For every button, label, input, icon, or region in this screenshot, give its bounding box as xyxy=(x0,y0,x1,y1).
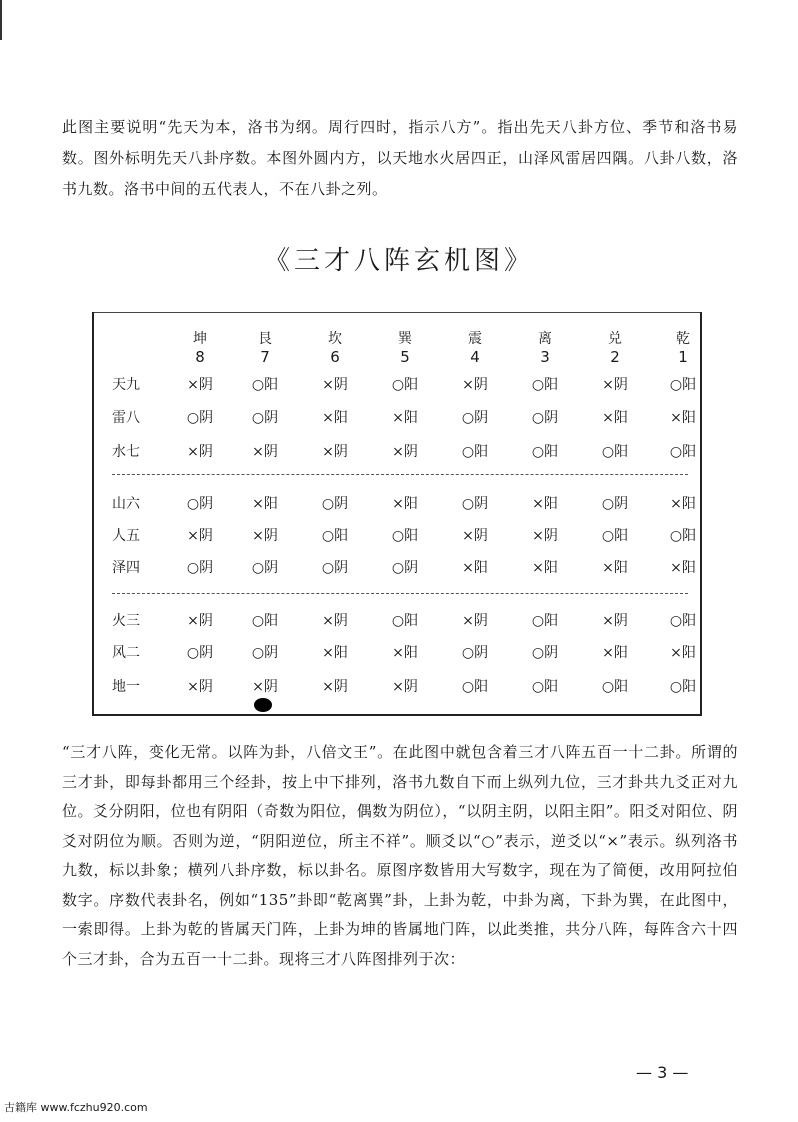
trigram-number: 6 xyxy=(330,348,340,366)
table-cell: ○阳 xyxy=(391,377,419,393)
row-label: 地一 xyxy=(112,679,140,695)
table-cell: ×阳 xyxy=(670,560,696,576)
table-cell: ○阳 xyxy=(669,528,697,544)
table-cell: ○阳 xyxy=(601,444,629,460)
column-header xyxy=(445,330,505,366)
table-cell: ○阴 xyxy=(531,645,559,661)
row-label: 火三 xyxy=(112,613,140,629)
table-cell: ○阴 xyxy=(251,560,279,576)
table-cell: ×阴 xyxy=(187,377,213,393)
table-cell: ×阳 xyxy=(322,645,348,661)
table-cell: ○阳 xyxy=(601,528,629,544)
trigram-name: 艮 xyxy=(258,331,272,347)
trigram-name: 离 xyxy=(538,331,552,347)
row-label: 风二 xyxy=(112,645,140,661)
column-header xyxy=(170,330,230,366)
table-cell: ×阴 xyxy=(462,528,488,544)
table-cell: ×阴 xyxy=(252,528,278,544)
table-cell: ×阴 xyxy=(322,444,348,460)
table-cell: ×阳 xyxy=(462,560,488,576)
trigram-name: 坤 xyxy=(193,331,207,347)
row-label: 山六 xyxy=(112,496,140,512)
table-cell: ○阳 xyxy=(669,679,697,695)
table-cell: ○阳 xyxy=(461,444,489,460)
table-cell: ○阳 xyxy=(669,377,697,393)
table-cell: ○阳 xyxy=(251,377,279,393)
trigram-number: 2 xyxy=(610,348,620,366)
column-header xyxy=(653,330,713,366)
table-cell: ×阳 xyxy=(670,645,696,661)
trigram-name: 兑 xyxy=(608,331,622,347)
table-cell: ×阴 xyxy=(532,528,558,544)
row-label: 水七 xyxy=(112,444,140,460)
table-cell: ○阳 xyxy=(531,377,559,393)
table-cell: ×阳 xyxy=(392,410,418,426)
table-cell: ○阴 xyxy=(461,645,489,661)
table-cell: ×阴 xyxy=(322,613,348,629)
row-label: 人五 xyxy=(112,528,140,544)
table-cell: ×阴 xyxy=(462,613,488,629)
table-cell: ×阳 xyxy=(392,496,418,512)
table-cell: ×阴 xyxy=(392,679,418,695)
table-cell: ○阳 xyxy=(251,613,279,629)
table-cell: ○阴 xyxy=(321,496,349,512)
table-cell: ○阴 xyxy=(186,496,214,512)
intro-paragraph: 此图主要说明“先天为本，洛书为纲。周行四时，指示八方”。指出先天八卦方位、季节和洛书易数。图外标明先天八卦序数。本图外圆内方，以天地水火居四正，山泽风雷居四隅。八卦八数，洛书九数。洛书中间的五代表人，不在八卦之列。 xyxy=(62,118,738,198)
column-header xyxy=(375,330,435,366)
group-separator xyxy=(112,593,688,594)
table-cell: ○阳 xyxy=(321,528,349,544)
table-cell: ○阴 xyxy=(186,560,214,576)
table-cell: ×阴 xyxy=(602,377,628,393)
trigram-number: 8 xyxy=(195,348,205,366)
row-label: 雷八 xyxy=(112,410,140,426)
table-cell: ×阴 xyxy=(602,613,628,629)
table-cell: ×阳 xyxy=(670,496,696,512)
table-cell: ×阴 xyxy=(187,444,213,460)
table-cell: ×阳 xyxy=(670,410,696,426)
table-cell: ○阴 xyxy=(391,560,419,576)
table-cell: ×阴 xyxy=(392,444,418,460)
column-header xyxy=(585,330,645,366)
table-cell: ×阳 xyxy=(252,496,278,512)
table-cell: ○阳 xyxy=(531,679,559,695)
table-cell: ○阴 xyxy=(251,410,279,426)
table-cell: ×阴 xyxy=(187,528,213,544)
trigram-number: 1 xyxy=(678,348,688,366)
row-label: 泽四 xyxy=(112,560,140,576)
trigram-number: 5 xyxy=(400,348,410,366)
table-cell: ×阴 xyxy=(462,377,488,393)
figure-title: 《三才八阵玄机图》 xyxy=(263,246,534,276)
table-cell: ○阳 xyxy=(669,613,697,629)
table-cell: ×阴 xyxy=(252,679,278,695)
table-cell: ○阴 xyxy=(601,496,629,512)
table-cell: ○阳 xyxy=(391,528,419,544)
trigram-name: 震 xyxy=(468,331,482,347)
table-cell: ○阳 xyxy=(461,679,489,695)
table-cell: ○阳 xyxy=(531,444,559,460)
ink-blot xyxy=(254,698,272,712)
table-cell: ○阴 xyxy=(186,645,214,661)
table-cell: ○阴 xyxy=(531,410,559,426)
trigram-number: 3 xyxy=(540,348,550,366)
site-watermark: 古籍库 www.fczhu920.com xyxy=(4,1101,148,1114)
table-cell: ○阴 xyxy=(461,496,489,512)
table-cell: ○阴 xyxy=(186,410,214,426)
table-cell: ○阳 xyxy=(601,679,629,695)
table-cell: ×阳 xyxy=(532,560,558,576)
table-cell: ×阴 xyxy=(322,679,348,695)
trigram-name: 坎 xyxy=(328,331,342,347)
page-number: — 3 — xyxy=(636,1063,689,1082)
scan-edge-mark xyxy=(0,0,2,40)
group-separator xyxy=(112,474,688,475)
table-cell: ×阴 xyxy=(187,679,213,695)
column-header xyxy=(305,330,365,366)
trigram-name: 乾 xyxy=(676,331,690,347)
table-cell: ○阳 xyxy=(391,613,419,629)
table-cell: ×阳 xyxy=(602,410,628,426)
table-cell: ○阳 xyxy=(669,444,697,460)
column-header xyxy=(235,330,295,366)
table-cell: ○阳 xyxy=(531,613,559,629)
table-cell: ×阳 xyxy=(322,410,348,426)
trigram-name: 巽 xyxy=(398,331,412,347)
column-header xyxy=(515,330,575,366)
trigram-number: 7 xyxy=(260,348,270,366)
explanation-paragraph: “三才八阵，变化无常。以阵为卦，八倍文王”。在此图中就包含着三才八阵五百一十二卦。所谓的三才卦，即每卦都用三个经卦，按上中下排列，洛书九数自下而上纵列九位，三才卦共九爻正对九位。爻分阴阳，位也有阴阳（奇数为阳位，偶数为阴位），“以阴主阴，以阳主阳”。阳爻对阳位、阴爻对阴位为顺。否则为逆，“阴阳逆位，所主不祥”。顺爻以“○”表示，逆爻以“×”表示。纵列洛书九数，标以卦象；横列八卦序数，标以卦名。原图序数皆用大写数字，现在为了简便，改用阿拉伯数字。序数代表卦名，例如“135”卦即“乾离巽”卦，上卦为乾，中卦为离，下卦为巽，在此图中，一索即得。上卦为乾的皆属天门阵，上卦为坤的皆属地门阵，以此类推，共分八阵，每阵含六十四个三才卦，合为五百一十二卦。现将三才八阵图排列于次： xyxy=(62,743,738,968)
table-cell: ×阳 xyxy=(392,645,418,661)
table-cell: ×阴 xyxy=(252,444,278,460)
row-label: 天九 xyxy=(112,377,140,393)
trigram-number: 4 xyxy=(470,348,480,366)
table-cell: ×阴 xyxy=(322,377,348,393)
table-cell: ×阳 xyxy=(602,560,628,576)
table-cell: ×阳 xyxy=(532,496,558,512)
table-cell: ×阳 xyxy=(602,645,628,661)
table-cell: ○阴 xyxy=(321,560,349,576)
table-cell: ×阴 xyxy=(187,613,213,629)
table-cell: ○阴 xyxy=(251,645,279,661)
table-cell: ○阴 xyxy=(461,410,489,426)
